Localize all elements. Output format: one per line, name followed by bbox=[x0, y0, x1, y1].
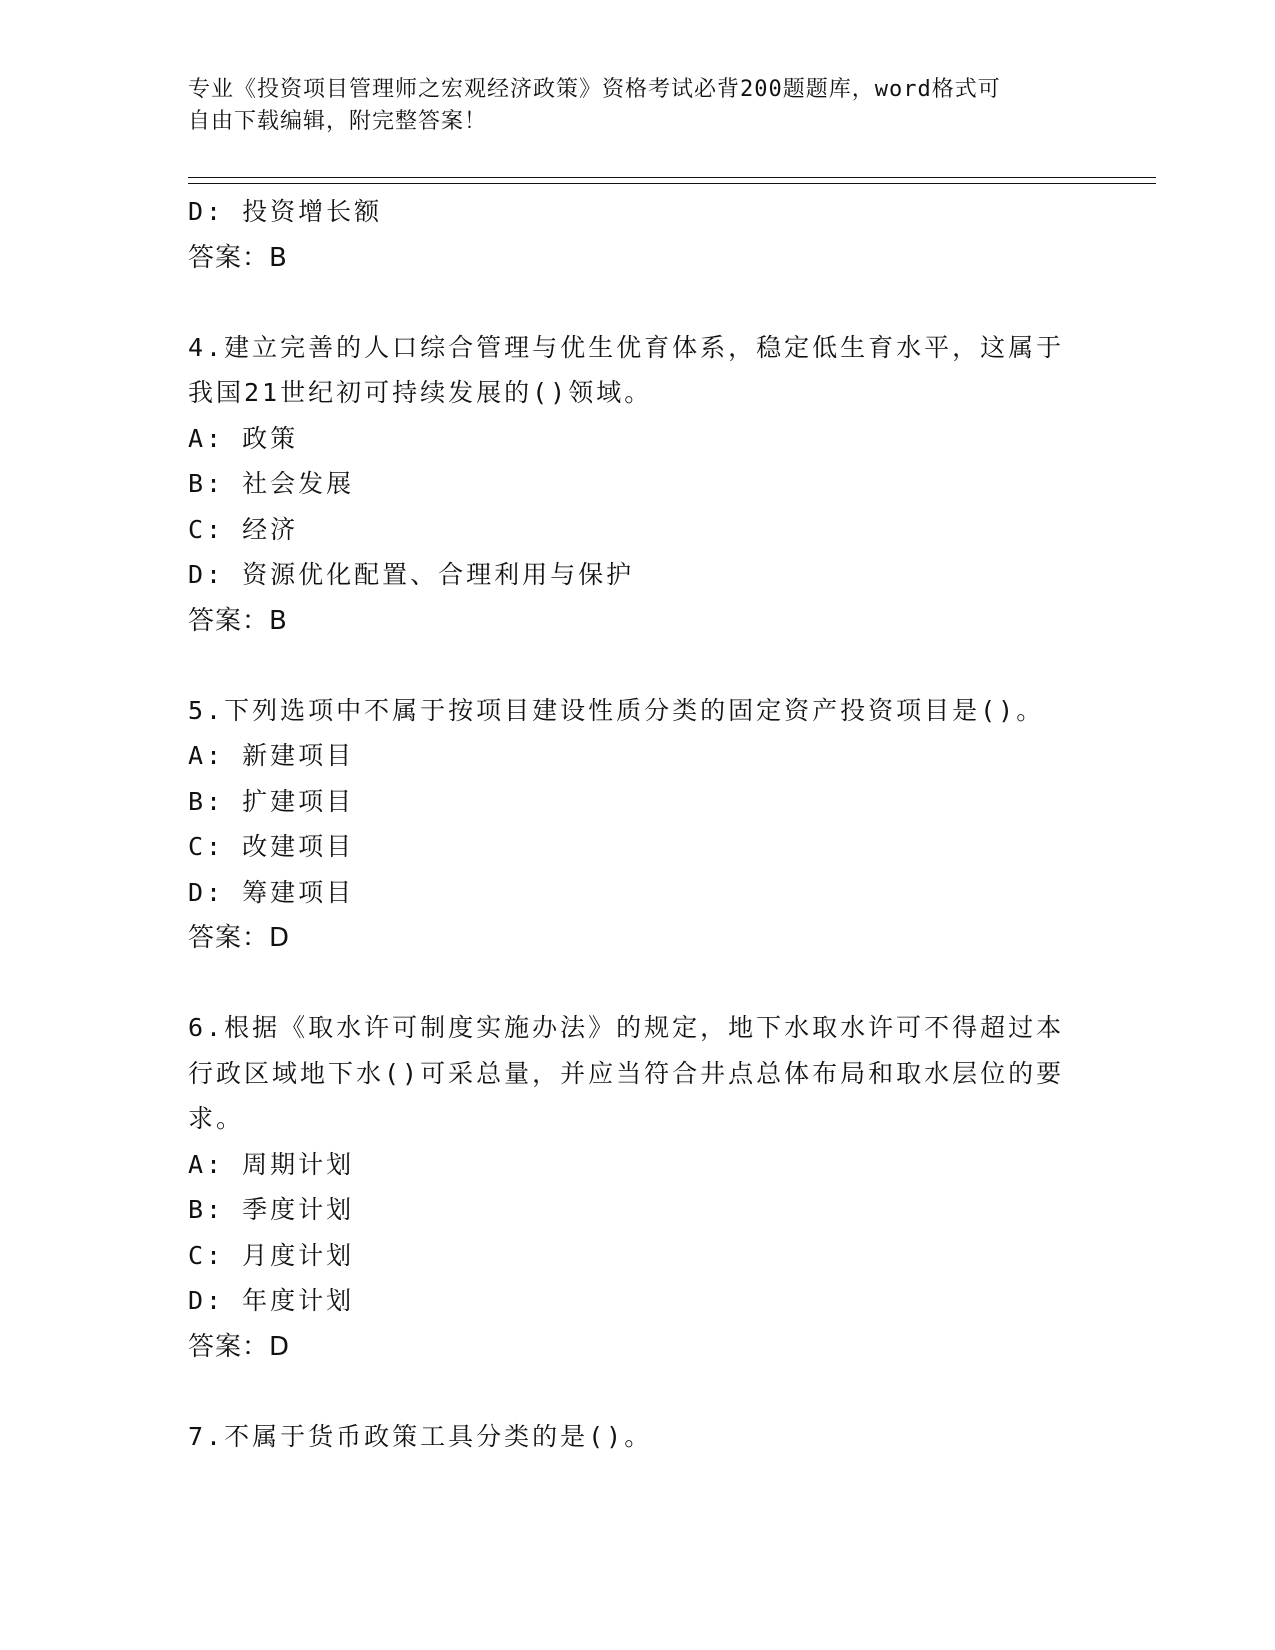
question-option: A: 周期计划 bbox=[188, 1149, 355, 1179]
question-answer: 答案：D bbox=[188, 1331, 291, 1362]
question-option: D: 筹建项目 bbox=[188, 877, 355, 907]
spacer bbox=[188, 961, 1068, 1005]
question-stem: 5.下列选项中不属于按项目建设性质分类的固定资产投资项目是()。 bbox=[188, 695, 1045, 725]
spacer bbox=[188, 281, 1068, 325]
spacer bbox=[188, 644, 1068, 688]
header-divider-top bbox=[188, 177, 1156, 178]
question-stem: 6.根据《取水许可制度实施办法》的规定，地下水取水许可不得超过本行政区域地下水()可采总量，并应当符合井点总体布局和取水层位的要求。 bbox=[188, 1013, 1065, 1133]
question-answer: 答案：B bbox=[188, 605, 288, 636]
question-option: D: 年度计划 bbox=[188, 1286, 355, 1315]
question-option: B: 社会发展 bbox=[188, 469, 355, 498]
question-3-answer: 答案：B bbox=[188, 242, 288, 273]
question-5 bbox=[188, 688, 1068, 962]
question-option: D: 资源优化配置、合理利用与保护 bbox=[188, 560, 635, 589]
question-answer: 答案：D bbox=[188, 923, 291, 953]
header-line-2: 自由下载编辑，附完整答案！ bbox=[188, 109, 488, 134]
question-stem: 4.建立完善的人口综合管理与优生优育体系，稳定低生育水平，这属于我国21世纪初可持续发展的()领域。 bbox=[188, 332, 1065, 407]
question-6 bbox=[188, 1005, 1068, 1370]
header-divider-bottom bbox=[188, 183, 1156, 184]
document-header bbox=[188, 74, 1068, 138]
header-line-1: 专业《投资项目管理师之宏观经济政策》资格考试必背200题题库，word格式可 bbox=[188, 77, 1001, 102]
question-4 bbox=[188, 325, 1068, 644]
question-option: A: 政策 bbox=[188, 423, 299, 453]
question-7 bbox=[188, 1414, 1068, 1460]
spacer bbox=[188, 1370, 1068, 1414]
question-option: C: 改建项目 bbox=[188, 832, 355, 861]
question-option: A: 新建项目 bbox=[188, 741, 355, 770]
question-option: C: 经济 bbox=[188, 514, 299, 544]
question-3-option-d: D: 投资增长额 bbox=[188, 197, 383, 226]
question-option: B: 扩建项目 bbox=[188, 786, 355, 816]
question-option: C: 月度计划 bbox=[188, 1240, 355, 1270]
question-list bbox=[188, 189, 1068, 1459]
question-stem: 7.不属于货币政策工具分类的是()。 bbox=[188, 1421, 653, 1451]
question-option: B: 季度计划 bbox=[188, 1195, 355, 1224]
